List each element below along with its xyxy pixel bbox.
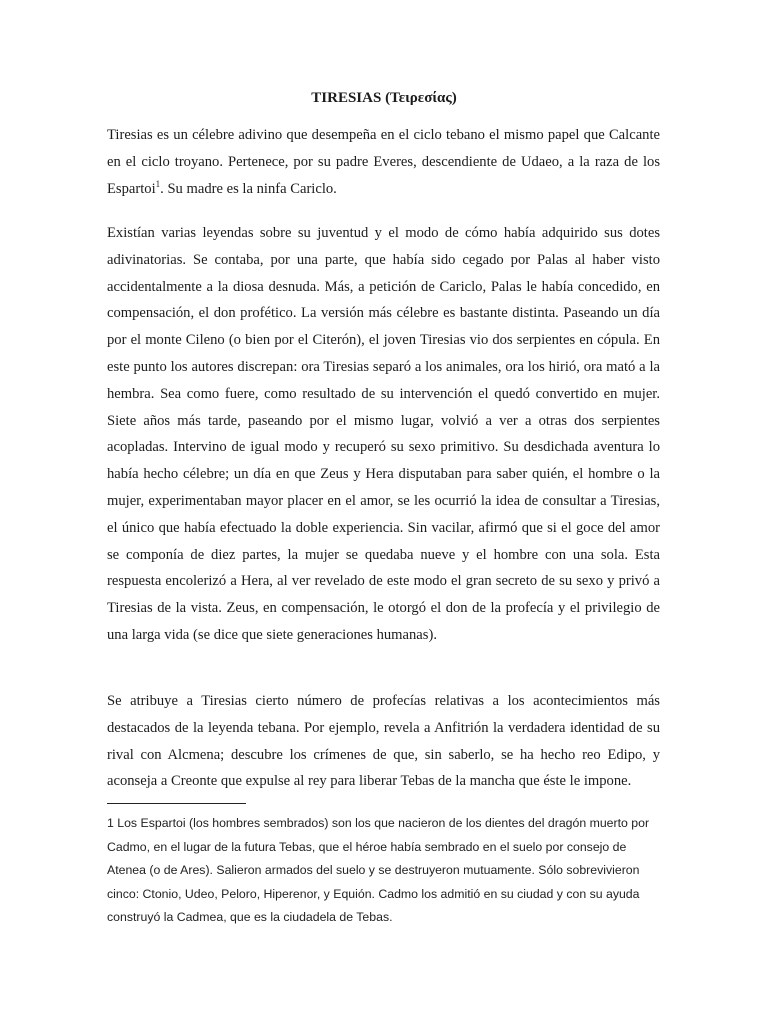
- footnote-separator: [107, 803, 246, 804]
- footnote-reference: 1: [155, 178, 161, 189]
- page-title: TIRESIAS (Τειρεσίας): [311, 90, 457, 106]
- paragraph-intro-text-end: . Su madre es la ninfa Cariclo.: [160, 180, 337, 197]
- paragraph-prophecies: Se atribuye a Tiresias cierto número de profecías relativas a los acontecimientos más destacados de la leyenda tebana. Por ejemplo, revela a Anfitrión la verdadera identidad de su rival con Alcmena; descubre los crímenes de que, sin saberlo, se ha hecho reo Edipo, y aconseja a Creonte que expulse al rey para liberar Tebas de la mancha que éste le impone.: [107, 693, 660, 790]
- footnote: 1 Los Espartoi (los hombres sembrados) son los que nacieron de los dientes del dragón muerto por Cadmo, en el lugar de la futura Tebas, que el héroe había sembrado en el suelo por consejo de Atenea (o de Ares). Salieron armados del suelo y se destruyeron mutuamente. Sólo sobrevivieron cinco: Ctonio, Udeo, Peloro, Hiperenor, y Equión. Cadmo los admitió en su ciudad y con su ayuda construyó la Cadmea, que es la ciudadela de Tebas.: [107, 816, 650, 924]
- paragraph-legends: Existían varias leyendas sobre su juventud y el modo de cómo había adquirido sus dotes adivinatorias. Se contaba, por una parte, que había sido cegado por Palas al haber visto accidentalmente a la diosa desnuda. Más, a petición de Cariclo, Palas le había concedido, en compensación, el don profético. La versión más célebre es bastante distinta. Paseando un día por el monte Cileno (o bien por el Citerón), el joven Tiresias vio dos serpientes en cópula. En este punto los autores discrepan: ora Tiresias separó a los animales, ora los hirió, ora mató a la hembra. Sea como fuere, como resultado de su intervención el quedó convertido en mujer. Siete años más tarde, paseando por el mismo lugar, volvió a ver a otras dos serpientes acopladas. Intervino de igual modo y recuperó su sexo primitivo. Su desdichada aventura lo había hecho célebre; un día en que Zeus y Hera disputaban para saber quién, el hombre o la mujer, experimentaban mayor placer en el amor, se les ocurrió la idea de consultar a Tiresias, el único que había efectuado la doble experiencia. Sin vacilar, afirmó que si el goce del amor se componía de diez partes, la mujer se quedaba nueve y el hombre con una sola. Esta respuesta encolerizó a Hera, al ver revelado de este modo el gran secreto de su sexo y privó a Tiresias de la vista. Zeus, en compensación, le otorgó el don de la profecía y el privilegio de una larga vida (se dice que siete generaciones humanas).: [107, 225, 660, 643]
- paragraph-intro-text: Tiresias es un célebre adivino que desempeña en el ciclo tebano el mismo papel que Calcante en el ciclo troyano. Pertenece, por su padre Everes, descendiente de Udaeo, a la raza de los Espartoi: [107, 127, 660, 197]
- paragraph-intro: [107, 122, 660, 202]
